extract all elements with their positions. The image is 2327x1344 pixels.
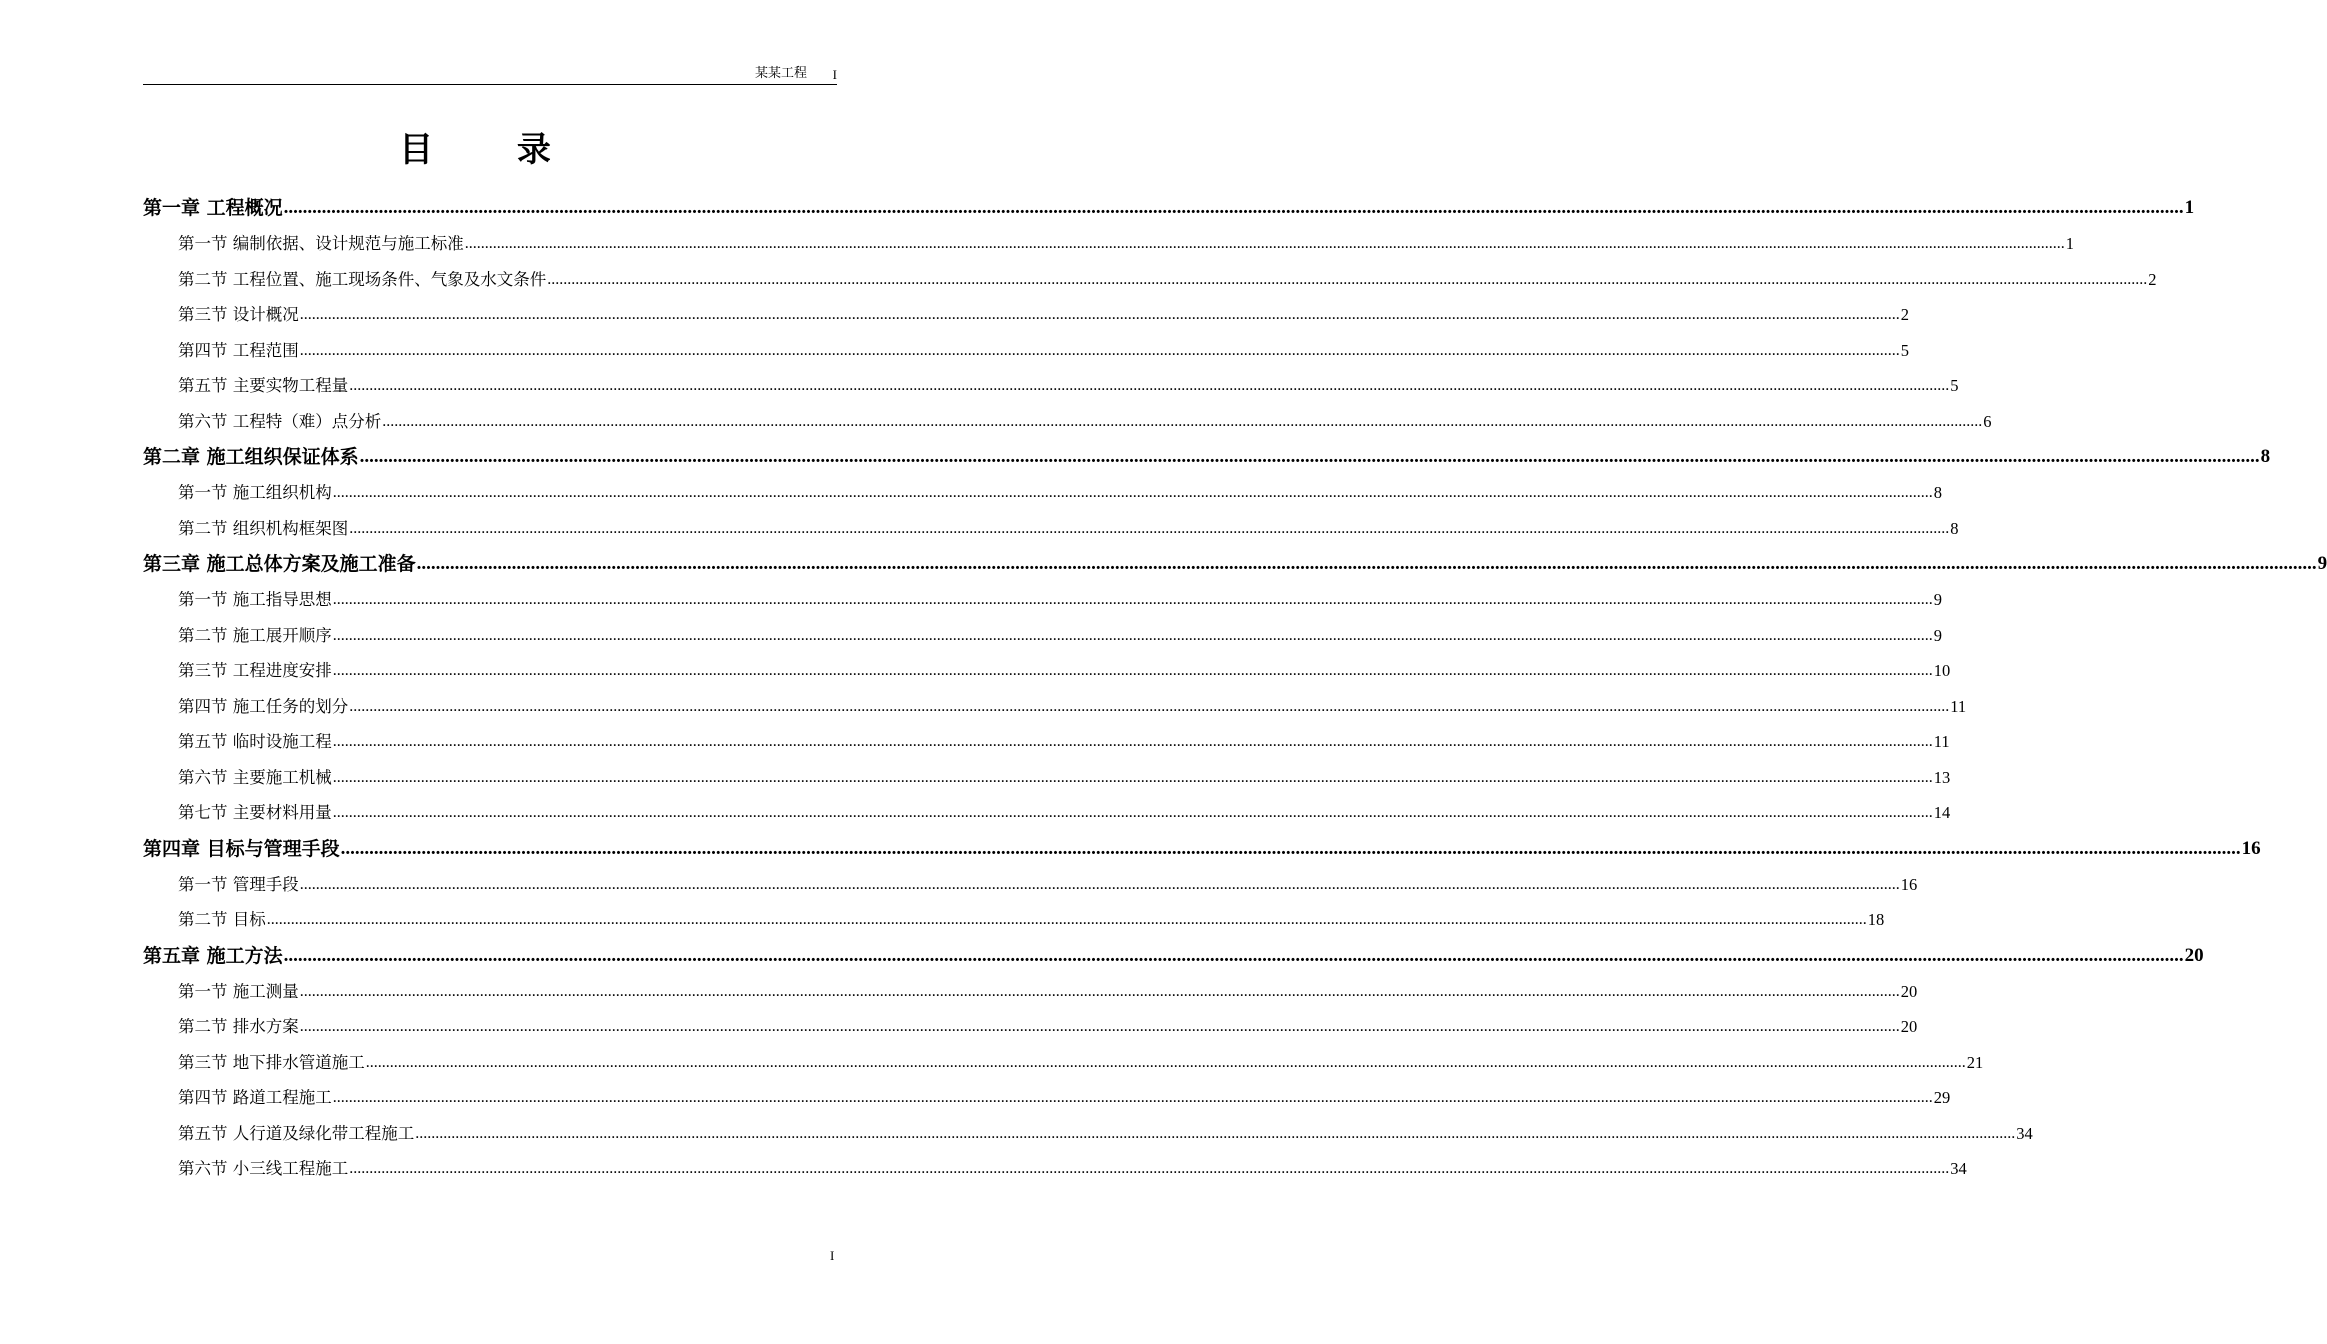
toc-entry-label: 第二节 施工展开顺序 [178,625,332,645]
footer-page-number: I [830,1248,835,1263]
toc-section-entry[interactable] [143,1080,1951,1116]
toc-leader-dots: ................................................................................................................................................................................................................................................................................................................................................................................................................ [415,1124,2016,1142]
toc-title: 目 录 [399,130,587,170]
toc-entry-label: 第三节 工程进度安排 [178,661,332,680]
toc-entry-label: 第四节 路道工程施工 [178,1088,332,1107]
toc-leader-dots: ................................................................................................................................................................................................................................................................................................................................................................................................................ [332,662,1933,679]
toc-entry-page: 20 [2184,944,2204,966]
toc-section-entry[interactable] [143,582,1942,618]
toc-entry-label: 第二节 工程位置、施工现场条件、气象及水文条件 [178,269,547,289]
toc-leader-dots: ................................................................................................................................................................................................................................................................................................................................................................................................................ [332,484,1933,501]
toc-entry-label: 第二节 目标 [178,910,266,929]
toc-section-entry[interactable] [143,226,2074,262]
toc-section-entry[interactable] [143,404,1992,440]
toc-entry-label: 第一节 施工测量 [178,981,299,1001]
toc-chapter-entry[interactable] [143,831,2261,867]
toc-entry-page: 1 [2065,234,2074,253]
toc-leader-dots: ................................................................................................................................................................................................................................................................................................................................................................................................................ [365,1053,1966,1071]
toc-entry-page: 6 [1983,411,1992,431]
toc-section-entry[interactable] [143,653,1951,689]
toc-entry-page: 5 [1900,340,1909,360]
toc-leader-dots: ................................................................................................................................................................................................................................................................................................................................................................................................................ [547,270,2148,288]
toc-entry-page: 2 [1900,305,1909,324]
toc-entry-label: 第二节 排水方案 [178,1017,299,1036]
toc-section-entry[interactable] [143,297,1909,333]
toc-entry-page: 11 [1950,696,1967,716]
toc-entry-label: 第三节 地下排水管道施工 [178,1052,365,1072]
toc-leader-dots: ................................................................................................................................................................................................................................................................................................................................................................................................................ [299,341,1900,359]
toc-entry-page: 2 [2148,269,2157,289]
header-title: 某某工程 [754,66,807,81]
toc-section-entry[interactable] [143,689,1967,725]
toc-entry-label: 第六节 主要施工机械 [178,767,332,787]
toc-entry-label: 第二节 组织机构框架图 [178,518,349,538]
toc-entry-page: 9 [2317,553,2327,574]
toc-entry-page: 8 [1933,483,1942,502]
toc-leader-dots: ................................................................................................................................................................................................................................................................................................................................................................................................................ [299,875,1900,893]
toc-entry-label: 第四节 施工任务的划分 [178,696,349,716]
page-header [143,64,837,85]
toc-leader-dots: ................................................................................................................................................................................................................................................................................................................................................................................................................ [359,446,2260,467]
toc-entry-page: 34 [1950,1159,1967,1178]
toc-leader-dots: ................................................................................................................................................................................................................................................................................................................................................................................................................ [332,626,1933,644]
toc-leader-dots: ................................................................................................................................................................................................................................................................................................................................................................................................................ [332,1089,1933,1106]
toc-entry-label: 第四节 工程范围 [178,340,299,360]
toc-leader-dots: ................................................................................................................................................................................................................................................................................................................................................................................................................ [299,306,1900,323]
toc-leader-dots: ................................................................................................................................................................................................................................................................................................................................................................................................................ [283,944,2184,966]
toc-entry-page: 13 [1933,767,1951,787]
toc-leader-dots: ................................................................................................................................................................................................................................................................................................................................................................................................................ [299,982,1900,1000]
toc-entry-page: 21 [1966,1052,1984,1072]
toc-section-entry[interactable] [143,724,1950,760]
toc-section-entry[interactable] [143,1009,1918,1045]
toc-entry-label: 第一节 施工指导思想 [178,590,332,609]
toc-entry-label: 第一节 编制依据、设计规范与施工标准 [178,234,464,253]
toc-entry-page: 14 [1933,803,1951,822]
toc-leader-dots: ................................................................................................................................................................................................................................................................................................................................................................................................................ [332,768,1933,786]
toc-entry-label: 第六节 工程特（难）点分析 [178,411,382,431]
toc-leader-dots: ................................................................................................................................................................................................................................................................................................................................................................................................................ [349,519,1950,537]
toc-entry-label: 第五节 人行道及绿化带工程施工 [178,1123,415,1143]
toc-leader-dots: ................................................................................................................................................................................................................................................................................................................................................................................................................ [332,733,1933,750]
toc-chapter-entry[interactable] [143,439,2271,475]
toc-entry-page: 16 [1900,874,1918,894]
toc-entry-label: 第五节 临时设施工程 [178,732,332,751]
toc-entry-page: 8 [1950,518,1959,538]
toc-entry-page: 16 [2241,837,2261,859]
toc-section-entry[interactable] [143,795,1951,831]
toc-section-entry[interactable] [143,1116,2033,1152]
toc-section-entry[interactable] [143,760,1951,796]
toc-section-entry[interactable] [143,902,1885,938]
toc-entry-label: 第五章 施工方法 [143,944,283,967]
header-page-number: I [832,67,837,82]
toc-entry-page: 18 [1867,910,1885,929]
toc-section-entry[interactable] [143,262,2157,298]
toc-entry-label: 第五节 主要实物工程量 [178,376,349,395]
toc-section-entry[interactable] [143,511,1959,547]
toc-leader-dots: ................................................................................................................................................................................................................................................................................................................................................................................................................ [299,1018,1900,1035]
toc-chapter-entry[interactable] [143,546,2327,582]
toc-entry-label: 第六节 小三线工程施工 [178,1159,349,1178]
toc-entry-label: 第一节 管理手段 [178,874,299,894]
toc-entry-label: 第二章 施工组织保证体系 [143,446,359,468]
toc-section-entry[interactable] [143,974,1918,1010]
toc-entry-label: 第三节 设计概况 [178,305,299,324]
toc-leader-dots: ................................................................................................................................................................................................................................................................................................................................................................................................................ [349,377,1950,394]
table-of-contents [143,190,2327,1187]
toc-chapter-entry[interactable] [143,938,2204,974]
toc-section-entry[interactable] [143,1045,1984,1081]
toc-entry-label: 第一节 施工组织机构 [178,483,332,502]
toc-leader-dots: ................................................................................................................................................................................................................................................................................................................................................................................................................ [416,553,2317,574]
toc-section-entry[interactable] [143,475,1942,511]
toc-leader-dots: ................................................................................................................................................................................................................................................................................................................................................................................................................ [340,837,2241,859]
toc-entry-label: 第一章 工程概况 [143,197,283,219]
toc-leader-dots: ................................................................................................................................................................................................................................................................................................................................................................................................................ [332,804,1933,821]
toc-leader-dots: ................................................................................................................................................................................................................................................................................................................................................................................................................ [464,235,2065,252]
toc-entry-page: 1 [2184,197,2195,218]
toc-entry-label: 第三章 施工总体方案及施工准备 [143,553,416,575]
toc-entry-page: 34 [2016,1123,2033,1143]
toc-entry-page: 9 [1933,625,1942,645]
toc-leader-dots: ................................................................................................................................................................................................................................................................................................................................................................................................................ [332,591,1933,608]
toc-entry-page: 5 [1950,376,1959,395]
toc-entry-label: 第七节 主要材料用量 [178,803,332,822]
toc-section-entry[interactable] [143,333,1909,369]
toc-entry-label: 第四章 目标与管理手段 [143,837,340,860]
toc-entry-page: 11 [1933,732,1950,751]
toc-section-entry[interactable] [143,867,1918,903]
toc-entry-page: 29 [1933,1088,1951,1107]
toc-leader-dots: ................................................................................................................................................................................................................................................................................................................................................................................................................ [349,697,1950,715]
toc-entry-page: 8 [2260,446,2271,467]
toc-section-entry[interactable] [143,368,1959,404]
toc-entry-page: 10 [1933,661,1951,680]
toc-leader-dots: ................................................................................................................................................................................................................................................................................................................................................................................................................ [266,911,1867,928]
toc-entry-page: 9 [1933,590,1942,609]
toc-leader-dots: ................................................................................................................................................................................................................................................................................................................................................................................................................ [349,1160,1950,1177]
toc-chapter-entry[interactable] [143,190,2195,226]
toc-leader-dots: ................................................................................................................................................................................................................................................................................................................................................................................................................ [382,412,1983,430]
toc-section-entry[interactable] [143,618,1942,654]
toc-entry-page: 20 [1900,1017,1918,1036]
toc-section-entry[interactable] [143,1151,1967,1187]
toc-leader-dots: ................................................................................................................................................................................................................................................................................................................................................................................................................ [283,197,2184,218]
toc-entry-page: 20 [1900,981,1918,1001]
